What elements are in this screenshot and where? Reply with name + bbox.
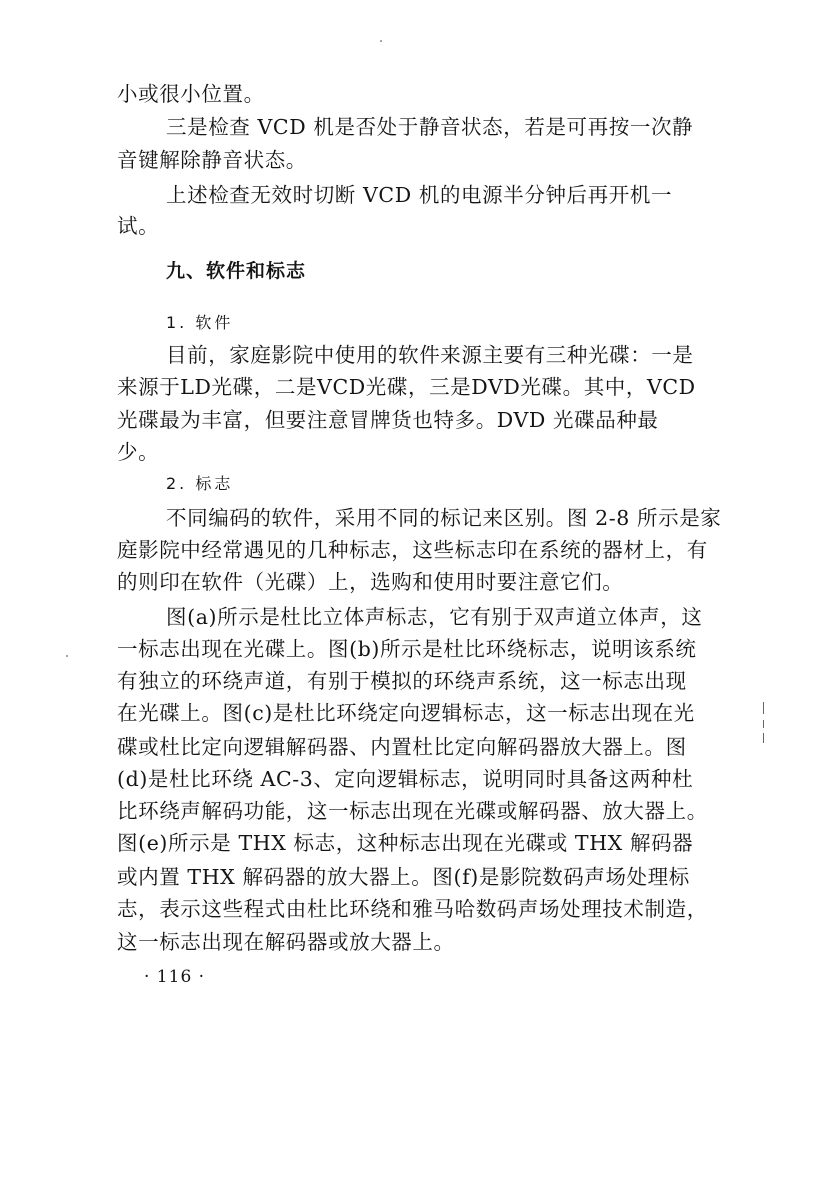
text-line: (d)是杜比环绕 AC-3、定向逻辑标志，说明同时具备这两种杜	[117, 767, 694, 791]
text-line: 上述检查无效时切断 VCD 机的电源半分钟后再开机一	[166, 183, 673, 207]
subsection-heading-software: 1. 软件	[166, 313, 234, 332]
text-line: 图(e)所示是 THX 标志，这种标志出现在光碟或 THX 解码器	[117, 831, 694, 855]
text-line: 志，表示这些程式由杜比环绕和雅马哈数码声场处理技术制造，	[117, 897, 708, 921]
text-line: 这一标志出现在解码器或放大器上。	[117, 930, 455, 954]
text-line: 小或很小位置。	[117, 82, 265, 106]
scan-mark	[763, 702, 764, 714]
section-heading: 九、软件和标志	[166, 260, 307, 282]
subsection-heading-logos: 2. 标志	[166, 474, 234, 493]
page-number: · 116 ·	[144, 967, 206, 987]
text-line: 碟或杜比定向逻辑解码器、内置杜比定向解码器放大器上。图	[117, 735, 687, 759]
scan-speck	[380, 40, 382, 42]
text-line: 少。	[117, 440, 160, 464]
text-line: 光碟最为丰富，但要注意冒牌货也特多。DVD 光碟品种最	[117, 408, 659, 432]
text-line: 三是检查 VCD 机是否处于静音状态，若是可再按一次静	[166, 115, 694, 139]
text-line: 庭影院中经常遇见的几种标志，这些标志印在系统的器材上，有	[117, 538, 708, 562]
text-line: 或内置 THX 解码器的放大器上。图(f)是影院数码声场处理标	[117, 865, 690, 889]
text-line: 在光碟上。图(c)是杜比环绕定向逻辑标志，这一标志出现在光	[117, 701, 695, 725]
text-line: 有独立的环绕声道，有别于模拟的环绕声系统，这一标志出现	[117, 669, 687, 693]
text-line: 试。	[117, 214, 160, 238]
text-line: 音键解除静音状态。	[117, 148, 307, 172]
text-line: 不同编码的软件，采用不同的标记来区别。图 2-8 所示是家	[166, 506, 722, 530]
scan-mark	[763, 733, 764, 743]
scan-mark	[763, 720, 764, 728]
text-line: 一标志出现在光碟上。图(b)所示是杜比环绕标志，说明该系统	[117, 637, 697, 661]
text-line: 图(a)所示是杜比立体声标志，它有别于双声道立体声，这	[166, 605, 703, 629]
text-line: 目前，家庭影院中使用的软件来源主要有三种光碟：一是	[166, 343, 694, 367]
scan-speck	[66, 655, 68, 657]
text-line: 来源于LD光碟，二是VCD光碟，三是DVD光碟。其中，VCD	[117, 375, 696, 399]
text-line: 比环绕声解码功能，这一标志出现在光碟或解码器、放大器上。	[117, 799, 708, 823]
text-line: 的则印在软件（光碟）上，选购和使用时要注意它们。	[117, 570, 624, 594]
